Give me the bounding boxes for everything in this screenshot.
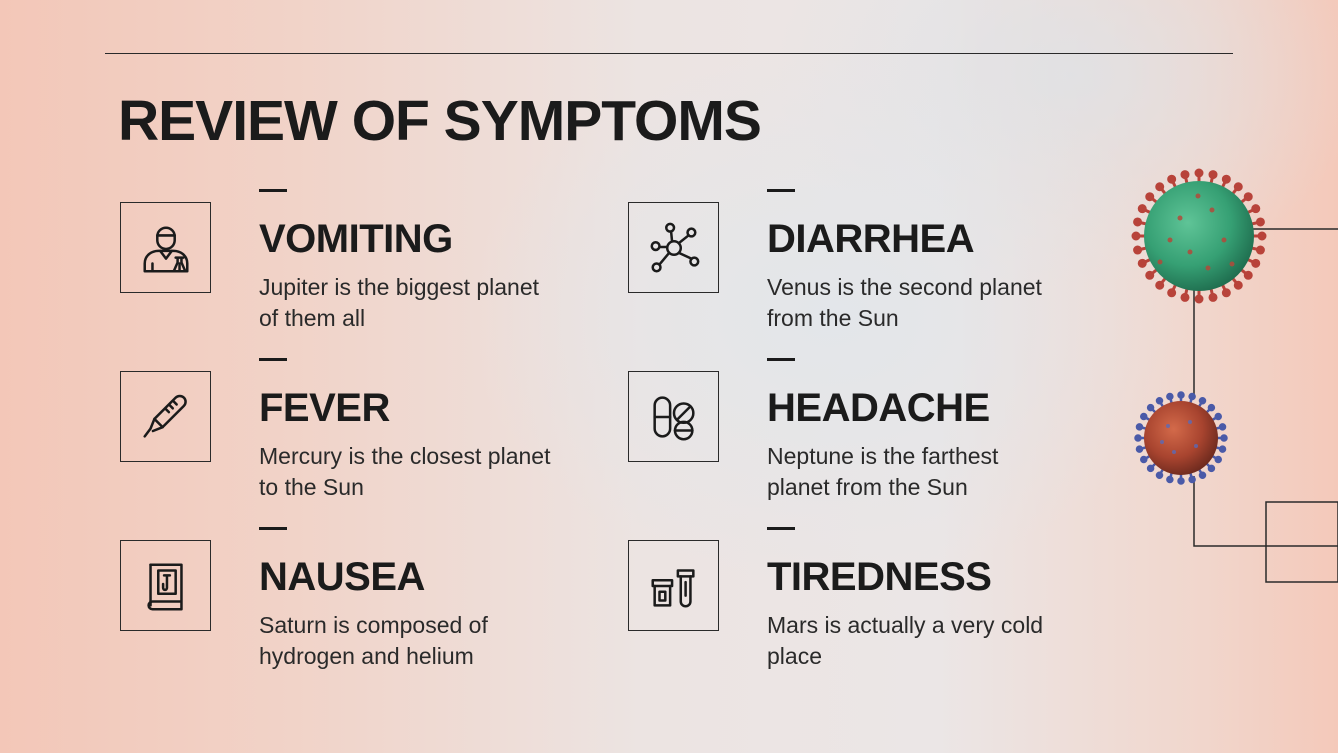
dash-marker — [259, 527, 287, 530]
virus-spike-tip — [1157, 282, 1163, 288]
virus-spike-tip — [1141, 457, 1146, 462]
virus-spike-tip — [1167, 477, 1172, 482]
virus-spike-tip — [1210, 294, 1216, 300]
symptom-title: DIARRHEA — [767, 217, 975, 261]
virus-spike-tip — [1139, 260, 1145, 266]
symptom-title: NAUSEA — [259, 555, 425, 599]
virus-spike-tip — [1253, 260, 1259, 266]
virus-spike-tip — [1196, 296, 1202, 302]
virus-spike-tip — [1141, 414, 1146, 419]
dash-marker — [259, 358, 287, 361]
virus-spike-tip — [1223, 290, 1229, 296]
symptom-title: VOMITING — [259, 217, 453, 261]
virus-spike-tip — [1137, 447, 1142, 452]
symptom-title: TIREDNESS — [767, 555, 992, 599]
symptom-description: Jupiter is the biggest planet of them all — [259, 274, 540, 331]
virus-spike-tip — [1222, 436, 1227, 441]
dash-marker — [767, 189, 795, 192]
molecule-icon — [628, 202, 719, 293]
virus-spike-tip — [1136, 436, 1141, 441]
virus-spike-tip — [1179, 393, 1184, 398]
virus-spike-tip — [1245, 194, 1251, 200]
symptom-diarrhea — [628, 184, 1088, 334]
red-virus — [1136, 393, 1227, 484]
virus-spike-tip — [1135, 247, 1141, 253]
virus-spike-tip — [1235, 184, 1241, 190]
test-tubes-icon — [628, 540, 719, 631]
virus-spike-tip — [1223, 176, 1229, 182]
virus-spike-tip — [1182, 172, 1188, 178]
symptom-description: Mars is actually a very cold place — [767, 612, 1044, 669]
virus-spike-tip — [1157, 184, 1163, 190]
symptom-description: Saturn is composed of hydrogen and helium — [259, 612, 488, 669]
symptom-description: Mercury is the closest planet to the Sun — [259, 443, 551, 500]
virus-spike-tip — [1253, 206, 1259, 212]
virus-spike-tip — [1157, 398, 1162, 403]
virus-spike-tip — [1200, 398, 1205, 403]
virus-spike-tip — [1259, 233, 1265, 239]
dash-marker — [259, 189, 287, 192]
symptom-title: HEADACHE — [767, 386, 990, 430]
green-virus — [1133, 170, 1265, 302]
top-divider — [105, 53, 1233, 54]
virus-spike-tip — [1220, 447, 1225, 452]
symptom-headache — [628, 353, 1088, 503]
virus-spike-tip — [1157, 473, 1162, 478]
doctor-icon — [120, 202, 211, 293]
virus-spike-tip — [1167, 394, 1172, 399]
virus-spike-tip — [1182, 294, 1188, 300]
virus-spike-tip — [1133, 233, 1139, 239]
virus-spike-tip — [1216, 414, 1221, 419]
virus-spike-tip — [1196, 170, 1202, 176]
symptom-description: Venus is the second planet from the Sun — [767, 274, 1042, 331]
virus-spike-tip — [1257, 247, 1263, 253]
dash-marker — [767, 527, 795, 530]
virus-spike-tip — [1139, 206, 1145, 212]
virus-spike-tip — [1135, 219, 1141, 225]
symptom-fever — [120, 353, 580, 503]
virus-spike-tip — [1209, 405, 1214, 410]
symptom-description: Neptune is the farthest planet from the Sun — [767, 443, 999, 500]
virus-spike-tip — [1210, 172, 1216, 178]
pills-icon — [628, 371, 719, 462]
symptom-tiredness — [628, 522, 1088, 672]
virus-spike-tip — [1147, 272, 1153, 278]
virus-spike-tip — [1245, 272, 1251, 278]
virus-spike-tip — [1190, 477, 1195, 482]
symptom-title: FEVER — [259, 386, 390, 430]
virus-spike-tip — [1179, 479, 1184, 484]
medical-book-icon — [120, 540, 211, 631]
virus-spike-tip — [1169, 290, 1175, 296]
symptom-nausea — [120, 522, 580, 672]
symptom-vomiting — [120, 184, 580, 334]
virus-spike-tip — [1148, 405, 1153, 410]
virus-spike-tip — [1147, 194, 1153, 200]
virus-spike-tip — [1137, 424, 1142, 429]
virus-decoration — [1120, 160, 1338, 600]
thermometer-icon — [120, 371, 211, 462]
virus-spike-tip — [1169, 176, 1175, 182]
virus-spike-tip — [1235, 282, 1241, 288]
virus-spike-tip — [1209, 466, 1214, 471]
virus-spike-tip — [1190, 394, 1195, 399]
dash-marker — [767, 358, 795, 361]
slide-title: REVIEW OF SYMPTOMS — [118, 89, 761, 153]
virus-spike-tip — [1257, 219, 1263, 225]
virus-spike-tip — [1148, 466, 1153, 471]
virus-spike-tip — [1200, 473, 1205, 478]
virus-spike-tip — [1216, 457, 1221, 462]
virus-spike-tip — [1220, 424, 1225, 429]
